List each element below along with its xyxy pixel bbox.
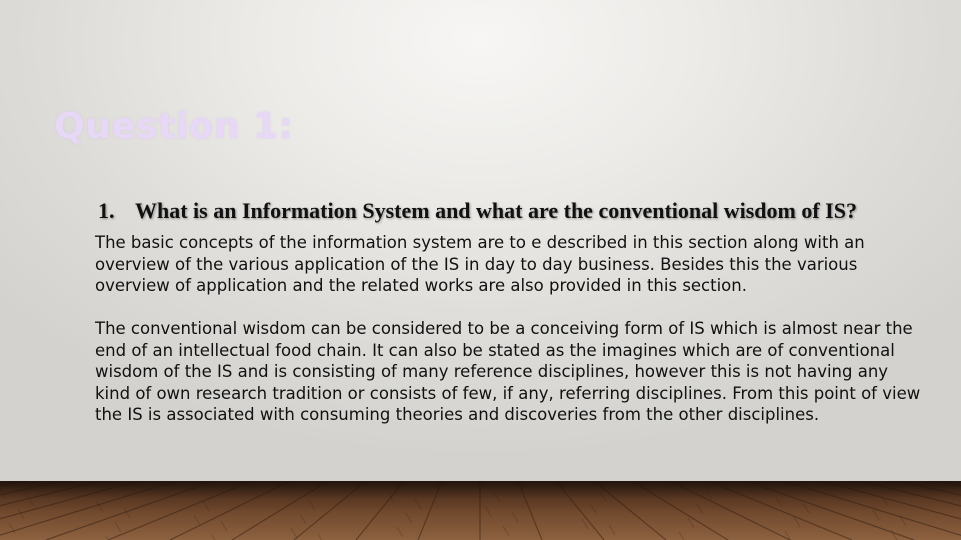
- question-heading: [98, 198, 857, 224]
- answer-paragraph: The basic concepts of the information system are to e described in this section along with an overview of the various application of the IS in day to day business. Besides this the various overview of application and the related works are also provided in this section.: [95, 233, 865, 295]
- wood-floor-planks: [0, 481, 961, 540]
- wood-floor-decoration: [0, 481, 961, 540]
- slide-title: Question 1:: [54, 106, 294, 147]
- answer-paragraph: The conventional wisdom can be considered to be a conceiving form of IS which is almost near the end of an intellectual food chain. It can also be stated as the imagines which are of conventional wisdom of the IS and is consisting of many reference disciplines, however this is not having any kind of own research tradition or consists of few, if any, referring disciplines. From this point of view the IS is associated with consuming theories and discoveries from the other disciplines.: [95, 319, 921, 424]
- question-text: What is an Information System and what are the conventional wisdom of IS?: [135, 198, 857, 223]
- question-number: 1.: [98, 198, 115, 223]
- answer-body: [95, 232, 925, 426]
